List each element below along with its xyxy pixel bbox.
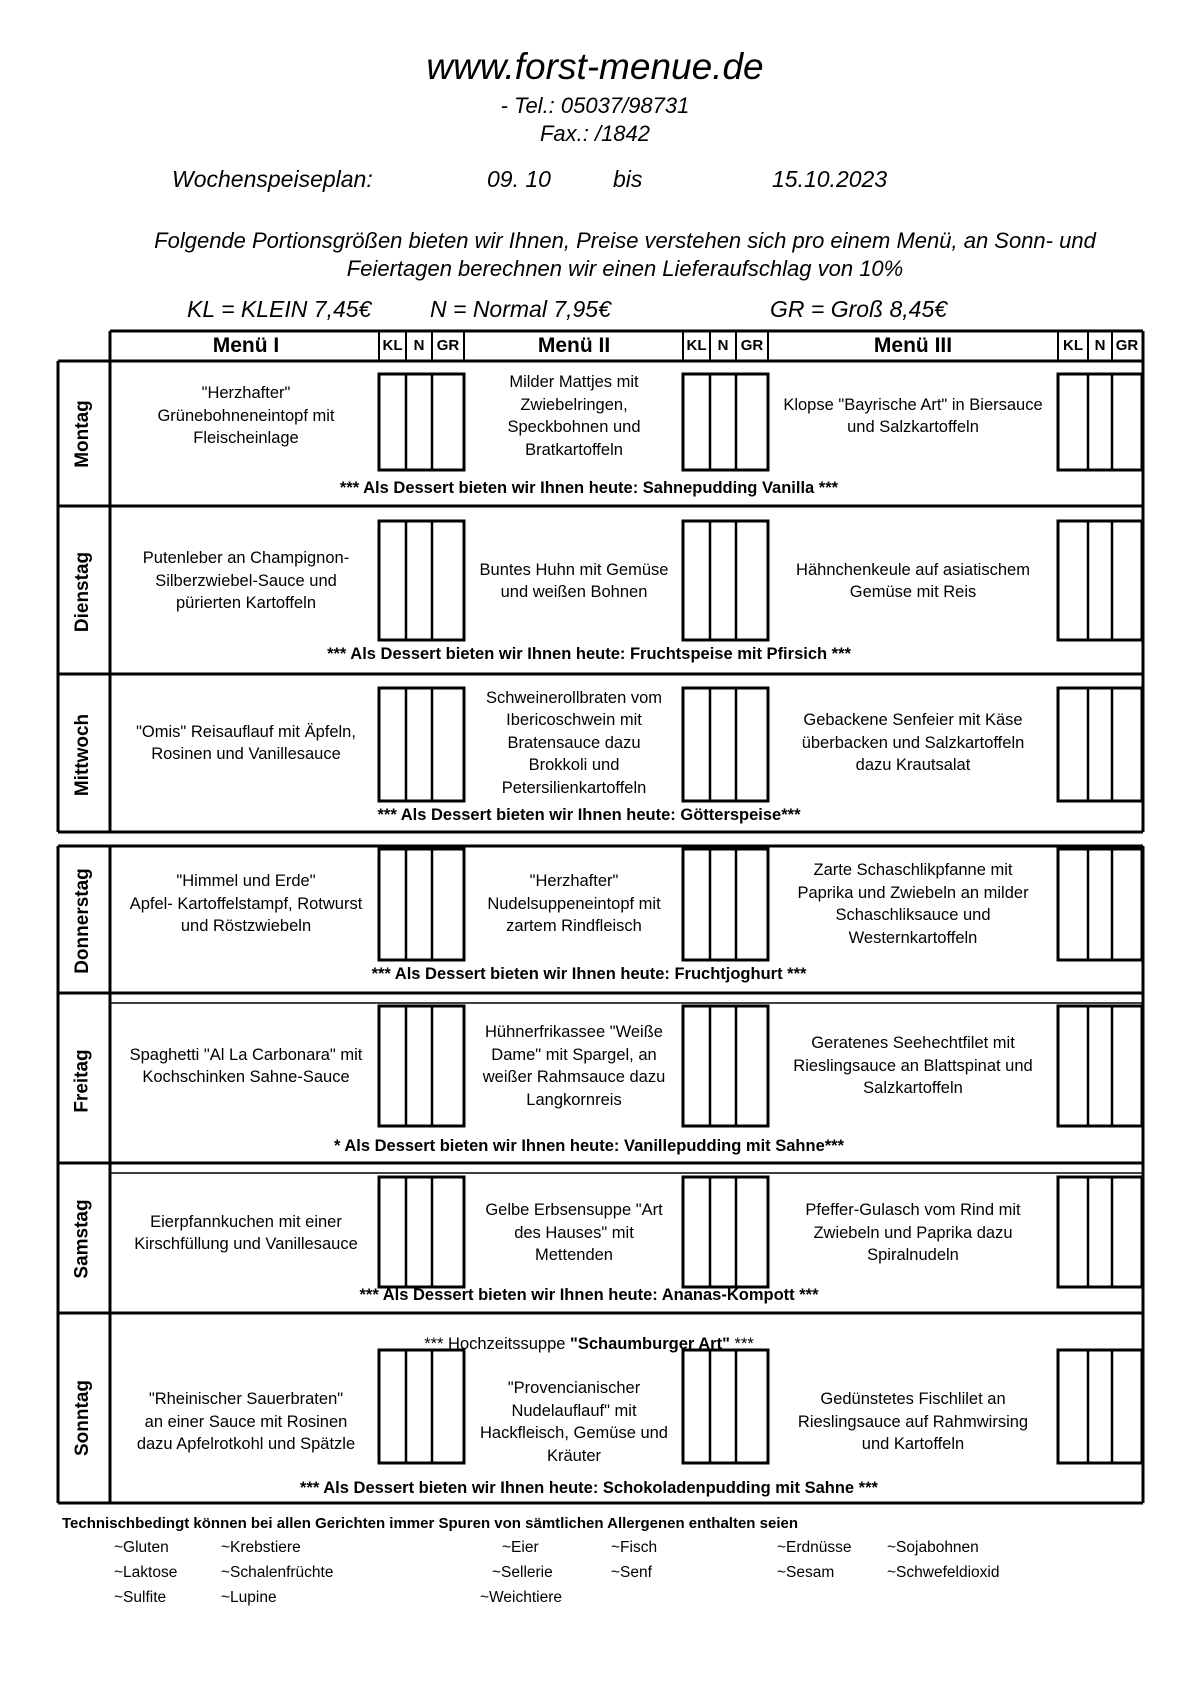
soup-sonntag: *** Hochzeitssuppe "Schaumburger Art" ***	[424, 1335, 754, 1353]
allergen-item: ~Laktose	[114, 1564, 178, 1581]
order-box	[683, 521, 768, 640]
order-box	[1058, 374, 1142, 470]
dish-mittwoch-menu-2: Schweinerollbraten vom Ibericoschwein mit Bratensauce dazu Brokkoli und Petersilienkartoffeln	[485, 688, 663, 797]
pricing-intro: Folgende Portionsgrößen bieten wir Ihnen, Preise verstehen sich pro einem Menü, an Sonn- und Feiertagen berechnen wir einen Lieferaufschlag von 10%	[154, 228, 1096, 281]
dish-donnerstag-menu-3: Zarte Schaschlikpfanne mit Paprika und Zwiebeln an milder Schaschliksauce und Westernkartoffeln	[797, 861, 1029, 947]
dish-donnerstag-menu-2: "Herzhafter" Nudelsuppeneintopf mit zartem Rindfleisch	[487, 872, 661, 936]
day-label-freitag: Freitag	[72, 1049, 94, 1113]
day-label-montag: Montag	[72, 399, 94, 468]
header-gr-3: GR	[1115, 337, 1139, 354]
dish-samstag-menu-2: Gelbe Erbsensuppe "Art des Hauses" mit Mettenden	[485, 1201, 663, 1265]
allergen-item: ~Krebstiere	[221, 1539, 301, 1556]
allergen-item: ~Erdnüsse	[777, 1539, 852, 1556]
allergen-item: ~Schwefeldioxid	[887, 1564, 1000, 1581]
phone-number: - Tel.: 05037/98731	[500, 93, 690, 118]
dish-freitag-menu-3: Geratenes Seehechtfilet mit Rieslingsauce an Blattspinat und Salzkartoffeln	[793, 1034, 1033, 1098]
day-label-sonntag: Sonntag	[72, 1380, 93, 1456]
order-box	[683, 374, 768, 470]
dish-sonntag-menu-2: "Provencianischer Nudelauflauf" mit Hackfleisch, Gemüse und Kräuter	[479, 1379, 668, 1465]
order-box	[379, 849, 464, 960]
dish-mittwoch-menu-1: "Omis" Reisauflauf mit Äpfeln, Rosinen und Vanillesauce	[136, 722, 356, 763]
dessert-samstag: *** Als Dessert bieten wir Ihnen heute: Ananas-Kompott ***	[359, 1286, 819, 1304]
header-kl-2: KL	[686, 337, 707, 354]
dish-freitag-menu-2: Hühnerfrikassee "Weiße Dame" mit Spargel, an weißer Rahmsauce dazu Langkornreis	[482, 1023, 666, 1109]
header-gr-2: GR	[740, 337, 764, 354]
dessert-sonntag: *** Als Dessert bieten wir Ihnen heute: Schokoladenpudding mit Sahne ***	[300, 1479, 878, 1497]
allergen-item: ~Fisch	[611, 1539, 658, 1556]
header-kl-1: KL	[382, 337, 403, 354]
allergen-item: ~Eier	[502, 1539, 539, 1556]
date-bis: bis	[613, 166, 643, 192]
dessert-freitag: * Als Dessert bieten wir Ihnen heute: Vanillepudding mit Sahne***	[333, 1137, 845, 1155]
column-header-menu-1: Menü I	[212, 334, 280, 357]
order-box	[683, 1350, 768, 1463]
dessert-mittwoch: *** Als Dessert bieten wir Ihnen heute: Götterspeise***	[377, 806, 801, 824]
order-box	[379, 374, 464, 470]
dish-montag-menu-1: "Herzhafter" Grünebohneneintopf mit Fleischeinlage	[157, 384, 335, 448]
header-n-1: N	[413, 337, 425, 354]
order-box	[1058, 1177, 1142, 1287]
dish-dienstag-menu-3: Hähnchenkeule auf asiatischem Gemüse mit Reis	[796, 560, 1030, 601]
order-box	[379, 521, 464, 640]
day-label-mittwoch: Mittwoch	[72, 713, 94, 796]
column-header-menu-2: Menü II	[537, 334, 611, 357]
fax-number: Fax.: /1842	[539, 121, 651, 146]
day-label-donnerstag: Donnerstag	[72, 867, 94, 974]
allergen-item: ~Sellerie	[492, 1564, 553, 1581]
order-box	[379, 1350, 464, 1463]
dish-mittwoch-menu-3: Gebackene Senfeier mit Käse überbacken und Salzkartoffeln dazu Krautsalat	[801, 711, 1025, 775]
header-kl-3: KL	[1063, 337, 1083, 354]
dish-sonntag-menu-3: Gedünstetes Fischlilet an Rieslingsauce auf Rahmwirsing und Kartoffeln	[797, 1390, 1029, 1454]
dish-samstag-menu-1: Eierpfannkuchen mit einer Kirschfüllung und Vanillesauce	[134, 1212, 358, 1253]
order-box	[1058, 688, 1142, 801]
allergen-note: Technischbedingt können bei allen Gerichten immer Spuren von sämtlichen Allergenen enthalten seien	[62, 1515, 798, 1532]
order-box	[1058, 1350, 1142, 1463]
dish-freitag-menu-1: Spaghetti "Al La Carbonara" mit Kochschinken Sahne-Sauce	[129, 1045, 363, 1086]
column-header-menu-3: Menü III	[873, 334, 953, 357]
allergen-item: ~Weichtiere	[480, 1589, 562, 1606]
order-box	[1058, 521, 1142, 640]
week-label: Wochenspeiseplan:	[172, 166, 373, 192]
order-box	[683, 688, 768, 801]
allergen-item: ~Gluten	[114, 1539, 169, 1556]
allergen-item: ~Senf	[611, 1564, 652, 1581]
allergen-item: ~Sulfite	[114, 1589, 167, 1606]
dessert-montag: *** Als Dessert bieten wir Ihnen heute: Sahnepudding Vanilla ***	[339, 479, 839, 497]
dessert-donnerstag: *** Als Dessert bieten wir Ihnen heute: Fruchtjoghurt ***	[371, 965, 807, 983]
dish-montag-menu-2: Milder Mattjes mit Zwiebelringen, Speckbohnen und Bratkartoffeln	[507, 373, 641, 459]
order-box	[683, 1177, 768, 1287]
order-box	[1058, 849, 1142, 960]
dish-sonntag-menu-1: "Rheinischer Sauerbraten" an einer Sauce mit Rosinen dazu Apfelrotkohl und Spätzle	[136, 1390, 356, 1454]
size-normal: N = Normal 7,95€	[430, 296, 611, 322]
dish-montag-menu-3: Klopse "Bayrische Art" in Biersauce und Salzkartoffeln	[783, 395, 1043, 436]
allergen-item: ~Sojabohnen	[887, 1539, 979, 1556]
order-box	[1058, 1006, 1142, 1126]
site-url: www.forst-menue.de	[426, 46, 764, 87]
dish-donnerstag-menu-1: "Himmel und Erde" Apfel- Kartoffelstampf, Rotwurst und Röstzwiebeln	[129, 872, 363, 936]
day-label-samstag: Samstag	[72, 1198, 94, 1279]
header-gr-1: GR	[436, 337, 460, 354]
date-from: 09. 10	[487, 166, 551, 192]
order-box	[683, 1006, 768, 1126]
date-to: 15.10.2023	[772, 166, 888, 192]
dish-dienstag-menu-1: Putenleber an Champignon- Silberzwiebel-Sauce und pürierten Kartoffeln	[142, 549, 350, 613]
header-n-2: N	[717, 337, 729, 354]
size-small: KL = KLEIN 7,45€	[187, 296, 372, 322]
dish-samstag-menu-3: Pfeffer-Gulasch vom Rind mit Zwiebeln und Paprika dazu Spiralnudeln	[805, 1201, 1021, 1265]
allergen-item: ~Lupine	[221, 1589, 277, 1606]
order-box	[379, 688, 464, 801]
dish-dienstag-menu-2: Buntes Huhn mit Gemüse und weißen Bohnen	[479, 560, 669, 601]
order-box	[683, 849, 768, 960]
allergen-item: ~Schalenfrüchte	[221, 1564, 334, 1581]
size-large: GR = Groß 8,45€	[770, 296, 948, 322]
order-box	[379, 1006, 464, 1126]
dessert-dienstag: *** Als Dessert bieten wir Ihnen heute: Fruchtspeise mit Pfirsich ***	[327, 645, 851, 663]
allergen-item: ~Sesam	[777, 1564, 835, 1581]
order-box	[379, 1177, 464, 1287]
header-n-3: N	[1094, 337, 1106, 354]
day-label-dienstag: Dienstag	[72, 551, 93, 632]
